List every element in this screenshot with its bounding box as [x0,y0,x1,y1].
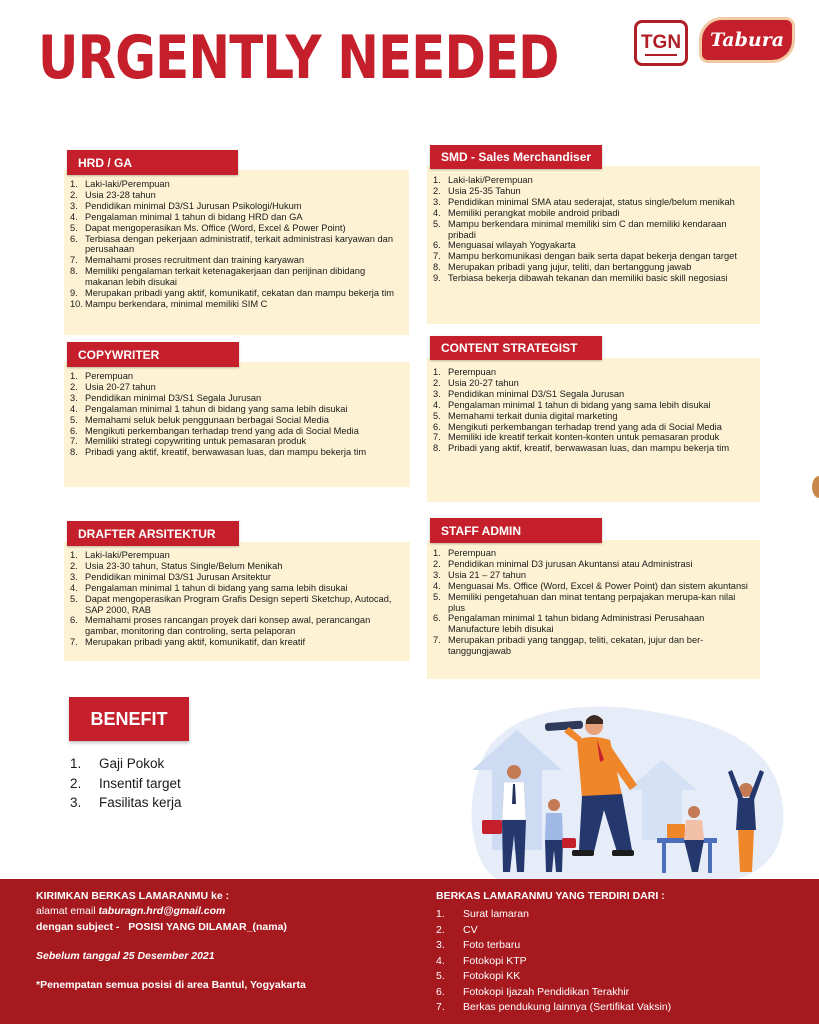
item-number: 5. [433,591,441,602]
job-card-staff-admin [427,540,760,679]
list-item [433,400,752,411]
subject-label: dengan subject - [36,921,120,933]
list-item [433,443,752,454]
list-item [70,371,402,382]
list-item [433,251,752,262]
list-item [433,273,752,284]
item-text: Pribadi yang aktif, kreatif, berwawasan luas, dan mampu bekerja tim [448,443,730,454]
item-text: Pendidikan minimal D3/S1 Jurusan Psikologi/Hukum [85,200,302,211]
document-requirements [436,890,671,1016]
item-number: 3. [436,939,445,951]
item-number: 2. [70,560,78,571]
list-item [70,447,402,458]
item-number: 7. [70,637,78,648]
item-number: 4. [70,403,78,414]
send-heading: KIRIMKAN BERKAS LAMARANMU ke : [36,890,230,902]
item-text: Gaji Pokok [99,756,165,771]
list-item [70,266,401,288]
item-number: 3. [70,200,78,211]
item-text: Mampu berkendara minimal memiliki sim C dan memiliki kendaraan pribadi [448,218,727,240]
benefit-heading: BENEFIT [69,697,189,741]
job-title-copywriter: COPYWRITER [67,342,239,367]
item-text: Perempuan [85,371,134,381]
item-number: 7. [433,635,441,646]
page-headline: URGENTLY NEEDED [38,23,559,93]
item-text: Menguasai wilayah Yogyakarta [448,240,576,251]
list-item [433,197,752,208]
list-item [436,923,671,939]
item-number: 10. [70,298,83,309]
item-number: 9. [433,273,441,284]
email-line [36,903,306,919]
item-text: Merupakan pribadi yang jujur, teliti, dan bertanggung jawab [448,262,692,273]
item-number: 5. [433,410,441,421]
docs-heading: BERKAS LAMARANMU YANG TERDIRI DARI : [436,890,665,902]
item-text: Surat lamaran [463,908,529,920]
item-text: Pribadi yang aktif, kreatif, berwawasan luas, dan mampu bekerja tim [85,447,367,458]
item-text: Memiliki strategi copywriting untuk pemasaran produk [85,436,307,447]
list-item [70,594,402,616]
decorative-dot [812,476,819,498]
list-item [433,378,752,389]
list-item [433,635,752,657]
item-text: Mampu berkendara, minimal memiliki SIM C [85,298,268,309]
item-text: Laki-laki/Perempuan [448,175,533,185]
team-illustration [462,700,792,882]
docs-list [436,907,671,1016]
item-text: Memahami proses recruitment dan training karyawan [85,255,305,266]
item-number: 6. [436,985,445,998]
list-item [436,954,671,970]
list-item [433,548,752,559]
requirements-list [70,550,402,648]
item-text: Fasilitas kerja [99,795,182,810]
item-number: 8. [433,443,441,454]
item-number: 1. [70,756,82,771]
list-item [433,422,752,433]
item-text: Pengalaman minimal 1 tahun di bidang yang sama lebih disukai [85,403,348,414]
item-number: 6. [433,613,441,624]
item-text: Perempuan [448,548,497,558]
item-number: 7. [436,1001,445,1013]
item-text: Terbiasa dengan pekerjaan administratif, terkait administrasi karyawan dan perusahaan [85,233,393,255]
tabura-logo: Tabura [702,20,792,60]
list-item [433,592,752,614]
item-number: 6. [70,233,78,244]
item-number: 5. [70,593,78,604]
item-number: 2. [433,185,441,196]
placement-note: *Penempatan semua posisi di area Bantul, Yogyakarta [36,979,306,991]
list-item [70,754,182,774]
item-text: Merupakan pribadi yang tanggap, teliti, cekatan, jujur dan ber-tanggungjawab [448,635,704,657]
tgn-logo: TGN [634,20,688,66]
item-number: 3. [433,569,441,580]
item-number: 8. [433,262,441,273]
item-number: 3. [70,392,78,403]
item-number: 3. [433,196,441,207]
item-number: 5. [70,222,78,233]
item-number: 5. [433,218,441,229]
item-text: Mengikuti perkembangan terhadap trend yang ada di Social Media [85,425,359,436]
item-text: Pengalaman minimal 1 tahun di bidang yang sama lebih disukai [448,399,711,410]
list-item [70,404,402,415]
item-text: Pendidikan minimal D3/S1 Segala Jurusan [448,388,625,399]
item-text: Pendidikan minimal D3 jurusan Akuntansi atau Administrasi [448,558,693,569]
job-card-smd [427,166,760,324]
list-item [70,212,401,223]
item-number: 1. [70,371,78,381]
item-number: 2. [433,377,441,388]
list-item [433,432,752,443]
requirements-list [70,371,402,458]
item-text: Memiliki pengetahuan dan minat tentang perpajakan merupa-kan nilai plus [448,591,736,613]
list-item [433,613,752,635]
list-item [433,389,752,400]
list-item [433,262,752,273]
list-item [433,559,752,570]
item-text: Usia 23-28 tahun [85,189,156,200]
email-address[interactable]: taburagn.hrd@gmail.com [98,905,226,917]
list-item [70,382,402,393]
list-item [70,550,402,561]
list-item [433,581,752,592]
list-item [433,570,752,581]
list-item [70,583,402,594]
list-item [433,240,752,251]
job-title-hrd: HRD / GA [67,150,238,175]
item-text: Mampu berkomunikasi dengan baik serta dapat bekerja dengan target [448,251,737,262]
job-title-drafter: DRAFTER ARSITEKTUR [67,521,239,546]
item-text: Insentif target [99,775,181,791]
item-number: 1. [433,548,441,558]
item-number: 7. [433,432,441,443]
item-text: Foto terbaru [463,939,521,951]
list-item [70,637,402,648]
item-text: Usia 20-27 tahun [85,381,156,392]
item-text: Merupakan pribadi yang aktif, komunikatif, cekatan dan mampu bekerja tim [85,288,395,299]
item-text: Memahami seluk beluk penggunaan berbagai Social Media [85,414,329,425]
item-number: 4. [433,207,441,218]
item-text: Memahami terkait dunia digital marketing [448,410,618,421]
item-text: Menguasai Ms. Office (Word, Excel & Power Point) dan sistem akuntansi [448,580,748,591]
item-text: Laki-laki/Perempuan [85,550,170,560]
subject-value: POSISI YANG DILAMAR_(nama) [128,921,287,933]
item-text: Terbiasa bekerja dibawah tekanan dan memiliki basic skill negosiasi [448,273,728,284]
item-text: Dapat mengoperasikan Program Grafis Design seperti Sketchup, Autocad, SAP 2000, RAB [85,593,392,615]
item-text: Pendidikan minimal D3/S1 Segala Jurusan [85,392,262,403]
item-text: Memahami proses rancangan proyek dari konsep awal, perancangan gambar, monitoring dan controling, serta pelaporan [85,615,371,637]
list-item [436,907,671,923]
item-text: Memiliki pengalaman terkait ketenagakerjaan dan perijinan dibidang makanan lebih disukai [85,266,366,288]
item-text: Usia 21 – 27 tahun [448,569,527,580]
item-text: Berkas pendukung lainnya (Sertifikat Vaksin) [463,1001,672,1013]
list-item [433,208,752,219]
item-number: 5. [436,970,445,982]
subject-line [36,919,306,935]
item-text: Mengikuti perkembangan terhadap trend yang ada di Social Media [448,421,722,432]
item-text: Memiliki ide kreatif terkait konten-konten untuk pemasaran produk [448,432,720,443]
item-number: 6. [433,240,441,251]
item-text: Pengalaman minimal 1 tahun di bidang HRD dan GA [85,211,303,222]
item-number: 9. [70,288,78,299]
item-text: Pengalaman minimal 1 tahun di bidang yang sama lebih disukai [85,582,348,593]
list-item [70,179,401,190]
list-item [70,201,401,212]
list-item [433,186,752,197]
requirements-list [70,179,401,310]
item-text: CV [463,923,478,936]
item-number: 2. [70,189,78,200]
list-item [436,938,671,954]
item-number: 8. [70,447,78,458]
item-number: 2. [436,923,445,936]
item-text: Laki-laki/Perempuan [85,179,170,189]
job-card-drafter [64,542,410,661]
list-item [70,393,402,404]
item-number: 1. [433,175,441,185]
item-text: Usia 25-35 Tahun [448,185,521,196]
item-number: 7. [70,255,78,266]
list-item [70,572,402,583]
list-item [70,299,401,310]
job-title-smd: SMD - Sales Merchandiser [430,145,602,169]
item-text: Fotokopi Ijazah Pendidikan Terakhir [463,985,630,998]
list-item [433,175,752,186]
list-item [70,615,402,637]
item-number: 7. [70,436,78,447]
item-text: Pendidikan minimal D3/S1 Jurusan Arsitektur [85,571,272,582]
item-number: 1. [433,367,441,377]
list-item [70,436,402,447]
item-number: 1. [70,550,78,560]
item-number: 7. [433,251,441,262]
requirements-list [433,548,752,657]
requirements-list [433,367,752,454]
item-text: Fotokopi KK [463,970,521,982]
item-number: 5. [70,414,78,425]
send-instructions [36,890,306,993]
job-title-staff-admin: STAFF ADMIN [430,518,602,543]
list-item [70,288,401,299]
job-title-content-strategist: CONTENT STRATEGIST [430,336,602,360]
list-item [70,774,182,794]
item-number: 6. [70,615,78,626]
list-item [433,411,752,422]
item-number: 1. [70,179,78,189]
list-item [436,1000,671,1016]
list-item [70,561,402,572]
item-number: 6. [433,421,441,432]
list-item [70,415,402,426]
item-number: 3. [70,571,78,582]
item-text: Dapat mengoperasikan Ms. Office (Word, Excel & Power Point) [85,222,346,233]
list-item [70,793,182,813]
job-card-content-strategist [427,358,760,502]
item-number: 2. [70,775,82,791]
item-text: Usia 20-27 tahun [448,377,519,388]
item-text: Pendidikan minimal SMA atau sederajat, status single/belum menikah [448,196,735,207]
item-number: 4. [436,954,445,967]
item-text: Perempuan [448,367,497,377]
item-text: Pengalaman minimal 1 tahun bidang Administrasi Perusahaan Manufacture lebih disukai [448,613,705,635]
benefit-list [70,754,182,813]
item-number: 2. [70,381,78,392]
item-number: 4. [433,580,441,591]
list-item [433,367,752,378]
requirements-list [433,175,752,284]
item-number: 4. [70,582,78,593]
list-item [436,969,671,985]
item-number: 2. [433,558,441,569]
list-item [433,219,752,241]
item-number: 8. [70,266,78,277]
item-text: Merupakan pribadi yang aktif, komunikatif, dan kreatif [85,637,306,648]
list-item [70,223,401,234]
item-text: Usia 23-30 tahun, Status Single/Belum Menikah [85,560,283,571]
deadline-text: Sebelum tanggal 25 Desember 2021 [36,950,215,962]
item-number: 4. [433,399,441,410]
item-text: Memiliki perangkat mobile android pribadi [448,207,620,218]
list-item [70,255,401,266]
job-card-copywriter [64,362,410,487]
job-card-hrd [64,170,409,335]
item-number: 6. [70,425,78,436]
item-number: 1. [436,908,445,920]
list-item [70,190,401,201]
item-number: 4. [70,211,78,222]
email-label: alamat email [36,905,99,917]
list-item [70,234,401,256]
item-number: 3. [70,795,82,810]
list-item [70,426,402,437]
item-text: Fotokopi KTP [463,954,527,967]
item-number: 3. [433,388,441,399]
list-item [436,985,671,1001]
